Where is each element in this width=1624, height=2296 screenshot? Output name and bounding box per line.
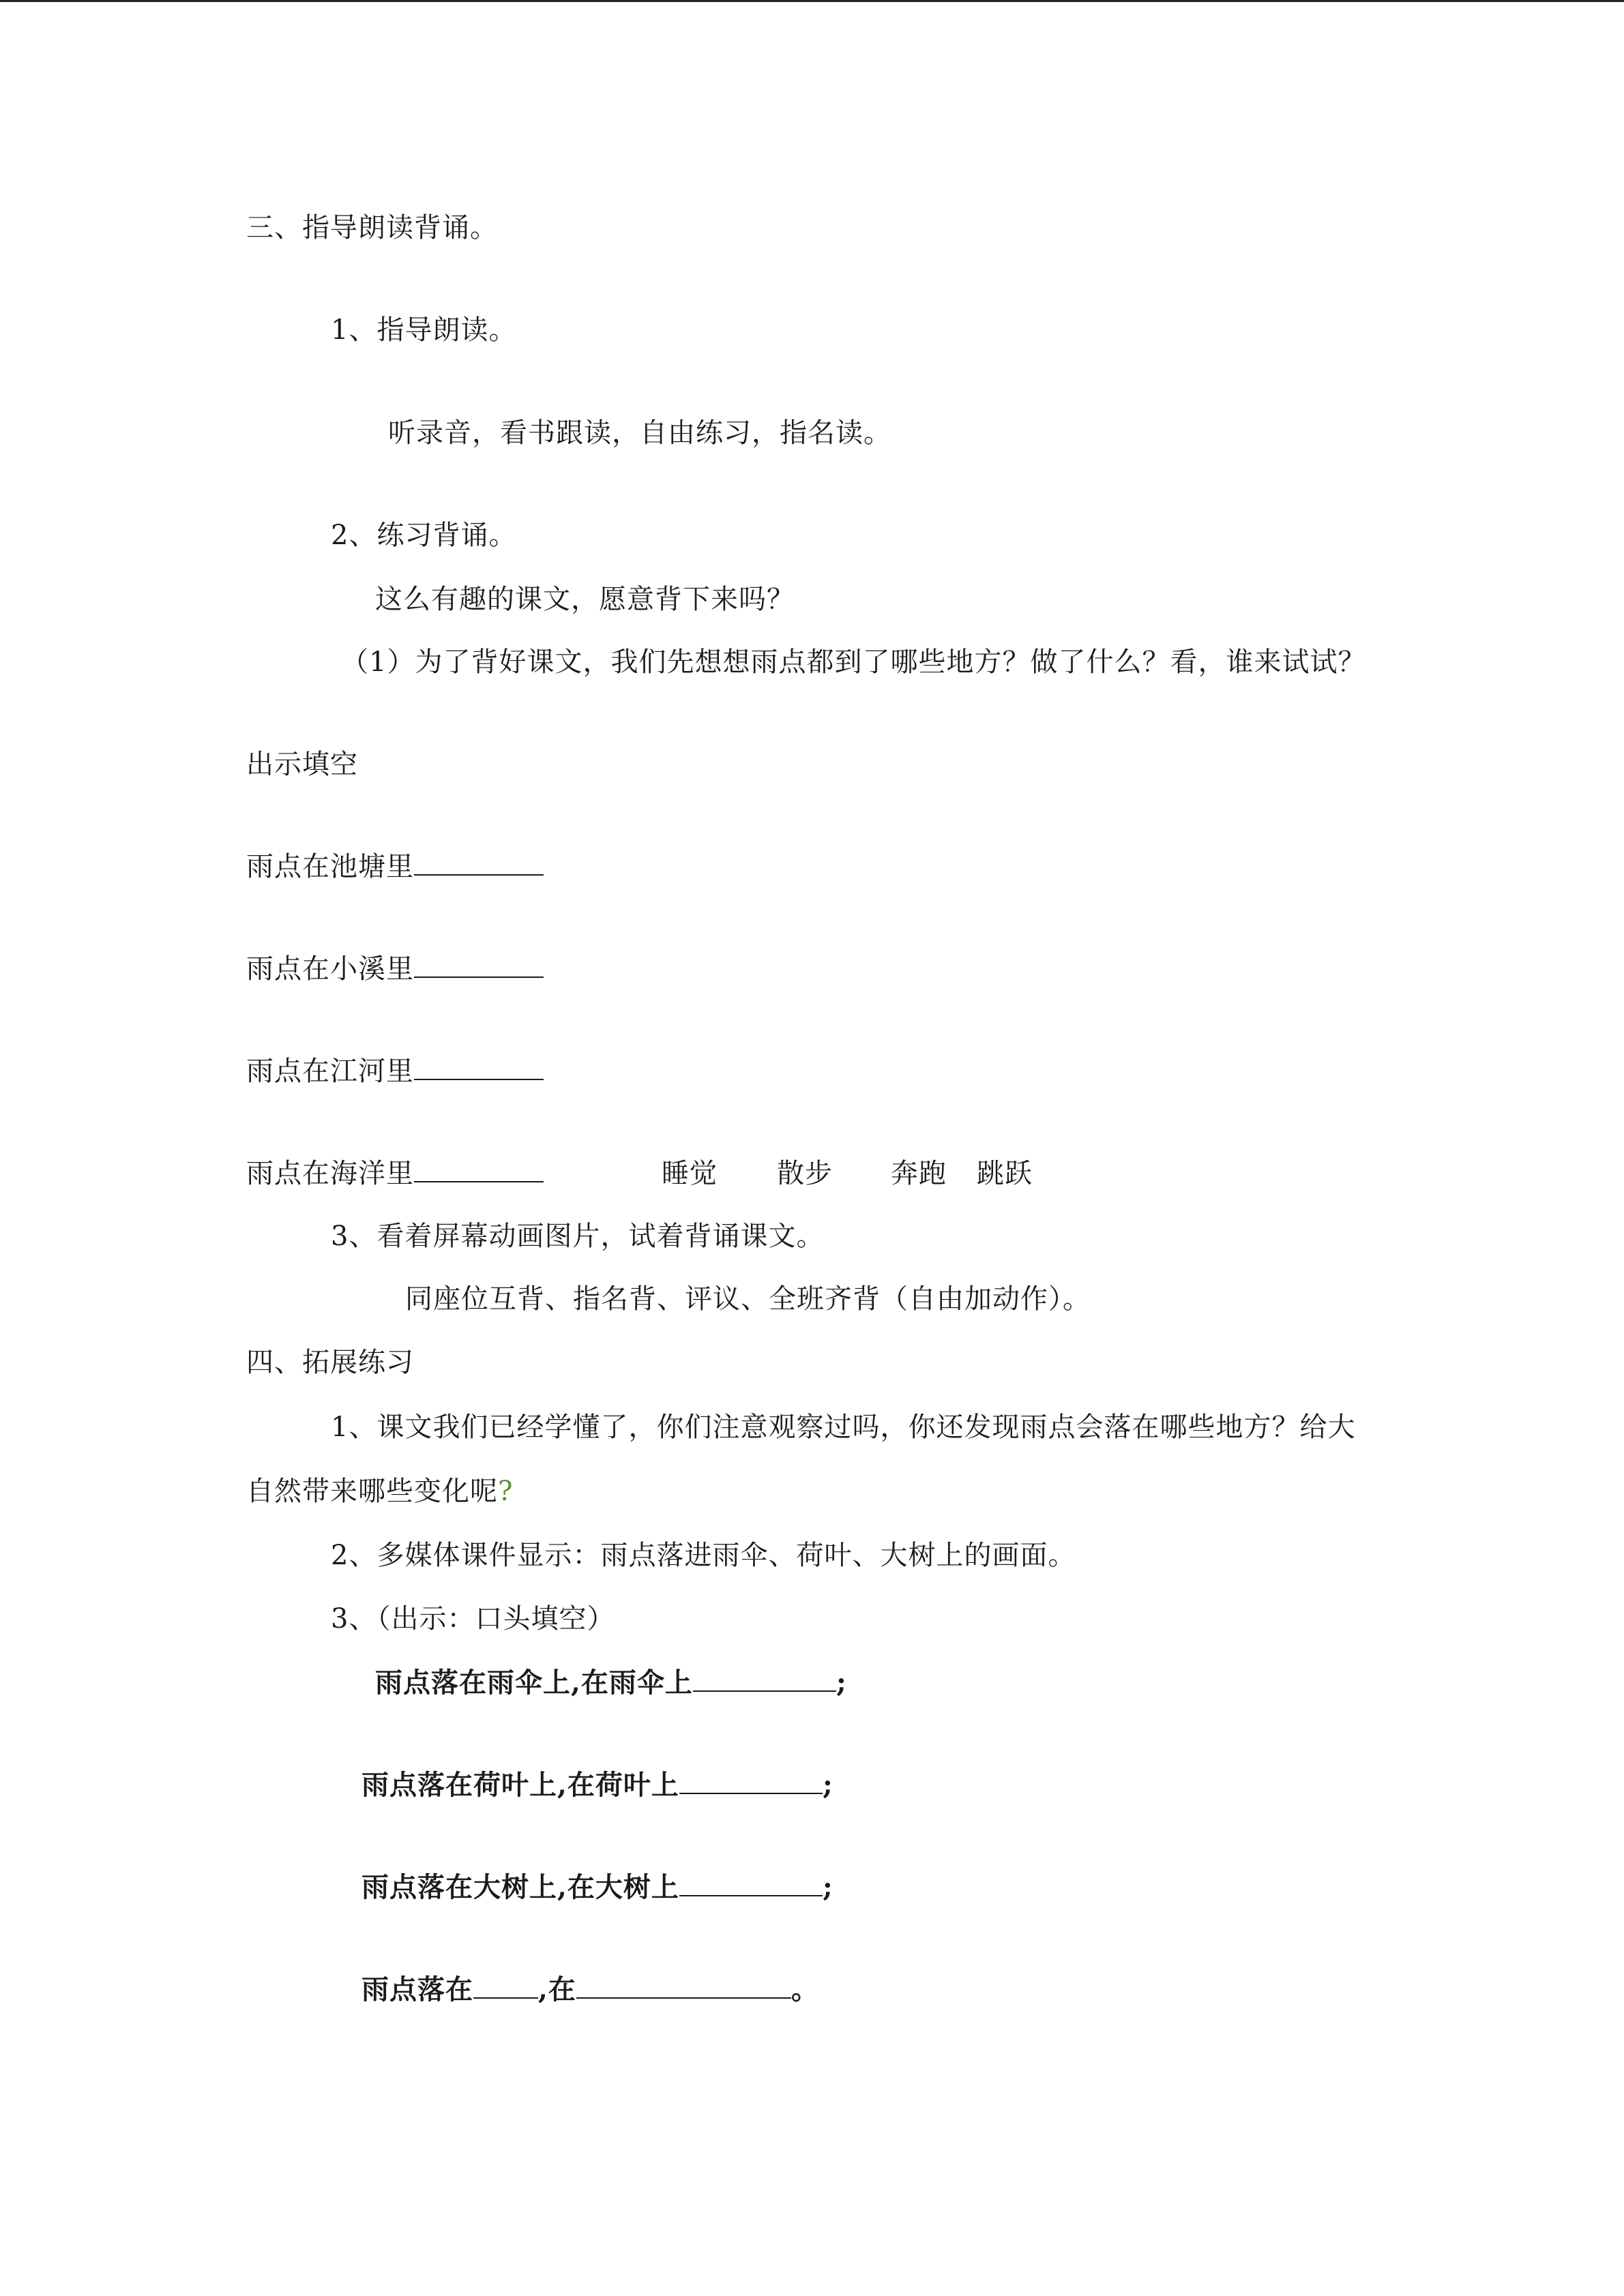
section4-item2: 2、多媒体课件显示：雨点落进雨伞、荷叶、大树上的画面。	[331, 1540, 1076, 1571]
fill-line-label: 雨点在海洋里	[246, 1158, 414, 1189]
word-option-jump: 跳跃	[977, 1158, 1033, 1189]
oral-fill-label: 雨点落在雨伞上,在雨伞上	[375, 1667, 693, 1699]
section4-item1-line2	[246, 1474, 513, 1508]
fill-line-label: 雨点在小溪里	[246, 953, 414, 985]
oral-fill-label: 雨点落在	[361, 1973, 473, 2006]
oral-fill-lotus-leaf	[361, 1768, 833, 1802]
section3-item3-title: 3、看着屏幕动画图片，试着背诵课文。	[331, 1221, 825, 1252]
fill-blank-title: 出示填空	[246, 749, 358, 780]
fill-line-label: 雨点在池塘里	[246, 851, 414, 882]
fill-line-pond	[246, 850, 544, 884]
question-mark: ?	[498, 1476, 514, 1507]
fill-line-label: 雨点在江河里	[246, 1056, 414, 1087]
section3-item2-text: 这么有趣的课文，愿意背下来吗？	[375, 584, 795, 615]
fill-line-stream	[246, 952, 544, 986]
section3-item1-title: 1、指导朗读。	[331, 314, 517, 346]
word-option-run: 奔跑	[891, 1158, 947, 1189]
fill-line-ocean	[246, 1157, 544, 1191]
section4-item1-line1: 1、课文我们已经学懂了，你们注意观察过吗，你还发现雨点会落在哪些地方？给大	[331, 1412, 1356, 1443]
section4-item1-text: 自然带来哪些变化呢	[246, 1476, 498, 1507]
section3-item3-text: 同座位互背、指名背、评议、全班齐背（自由加动作）。	[405, 1283, 1091, 1315]
word-option-sleep: 睡觉	[662, 1158, 718, 1189]
fill-line-river	[246, 1054, 544, 1088]
fill-blank	[414, 952, 544, 978]
oral-fill-end: 。	[791, 1973, 819, 2006]
section3-item1-text: 听录音，看书跟读，自由练习，指名读。	[388, 417, 891, 449]
oral-fill-end: ;	[822, 1871, 833, 1903]
oral-fill-blank	[679, 1870, 823, 1896]
fill-blank	[414, 850, 544, 876]
oral-fill-label: 雨点落在荷叶上,在荷叶上	[361, 1769, 679, 1801]
section3-item2-title: 2、练习背诵。	[331, 520, 517, 551]
section4-item3: 3、（出示：口头填空）	[331, 1603, 615, 1635]
fill-blank	[414, 1054, 544, 1080]
oral-fill-open	[361, 1973, 819, 2007]
word-option-walk: 散步	[777, 1158, 833, 1189]
oral-fill-blank	[576, 1973, 791, 1999]
section3-item2-subquestion: （1）为了背好课文，我们先想想雨点都到了哪些地方？做了什么？看，谁来试试？	[341, 646, 1366, 678]
section3-heading: 三、指导朗读背诵。	[246, 212, 498, 243]
oral-fill-end: ;	[822, 1769, 833, 1801]
section4-heading: 四、拓展练习	[246, 1347, 414, 1378]
oral-fill-middle: ,在	[538, 1973, 576, 2006]
oral-fill-end: ;	[836, 1667, 847, 1699]
oral-fill-blank	[473, 1973, 538, 1999]
oral-fill-blank	[693, 1666, 836, 1692]
oral-fill-label: 雨点落在大树上,在大树上	[361, 1871, 679, 1903]
oral-fill-blank	[679, 1768, 823, 1794]
fill-blank	[414, 1157, 544, 1182]
oral-fill-tree	[361, 1870, 833, 1905]
oral-fill-umbrella	[375, 1666, 847, 1700]
